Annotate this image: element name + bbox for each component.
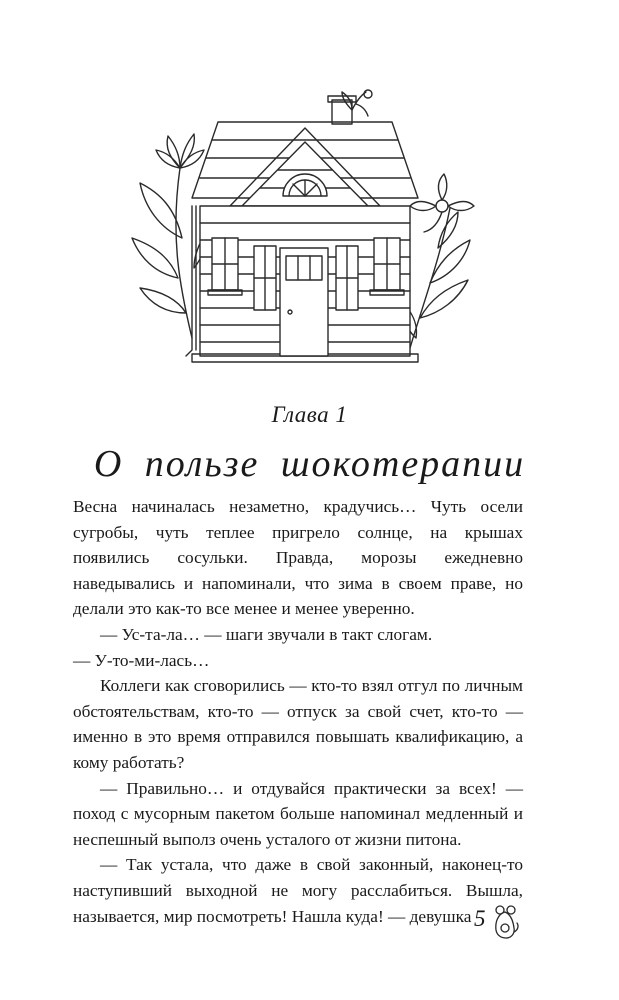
paragraph: Коллеги как сговорились — кто-то взял отгул по личным обстоятельствам, кто-то — отпуск за свой счет, кто-то — именно в это время отправился повышать квалификацию, а кому работать?	[73, 676, 523, 772]
right-inner-window-icon	[336, 246, 358, 310]
left-inner-window-icon	[254, 246, 276, 310]
left-plant-icon	[132, 134, 205, 338]
paragraph: — Так устала, что даже в свой законный, наконец-то наступивший выходной не могу расслабиться. Вышла, называется, мир посмотреть! Нашла куда! — девушка	[73, 855, 523, 926]
paragraph: — Ус-та-ла… — шаги звучали в такт слогам.	[100, 624, 433, 644]
mouse-icon	[490, 902, 520, 940]
right-plant-icon	[404, 174, 474, 348]
paragraph: Весна начиналась незаметно, крадучись… Чуть осели сугробы, чуть теплее пригрело солнце, на крышах появились сосульки. Правда, морозы ежедневно наведывались и напоминали, что зима в своем праве, но делали это как-то все менее и менее уверенно.	[73, 497, 523, 619]
chimney-flower-icon	[342, 90, 372, 116]
chapter-title: О пользе шокотерапии	[93, 443, 526, 485]
chapter-text	[73, 494, 523, 929]
right-window-icon	[370, 238, 404, 295]
left-window-icon	[208, 238, 242, 295]
paragraph: — Правильно… и отдувайся практически за всех! — поход с мусорным пакетом больше напоминал медленный и неспешный выполз очень усталого от жизни питона.	[73, 778, 523, 849]
door-icon	[280, 248, 328, 356]
chimney-icon	[332, 100, 352, 124]
house-illustration	[120, 88, 480, 378]
chapter-label: Глава 1	[271, 402, 348, 427]
paragraph: — У-то-ми-лась…	[73, 650, 210, 670]
page-number: 5	[474, 906, 486, 931]
